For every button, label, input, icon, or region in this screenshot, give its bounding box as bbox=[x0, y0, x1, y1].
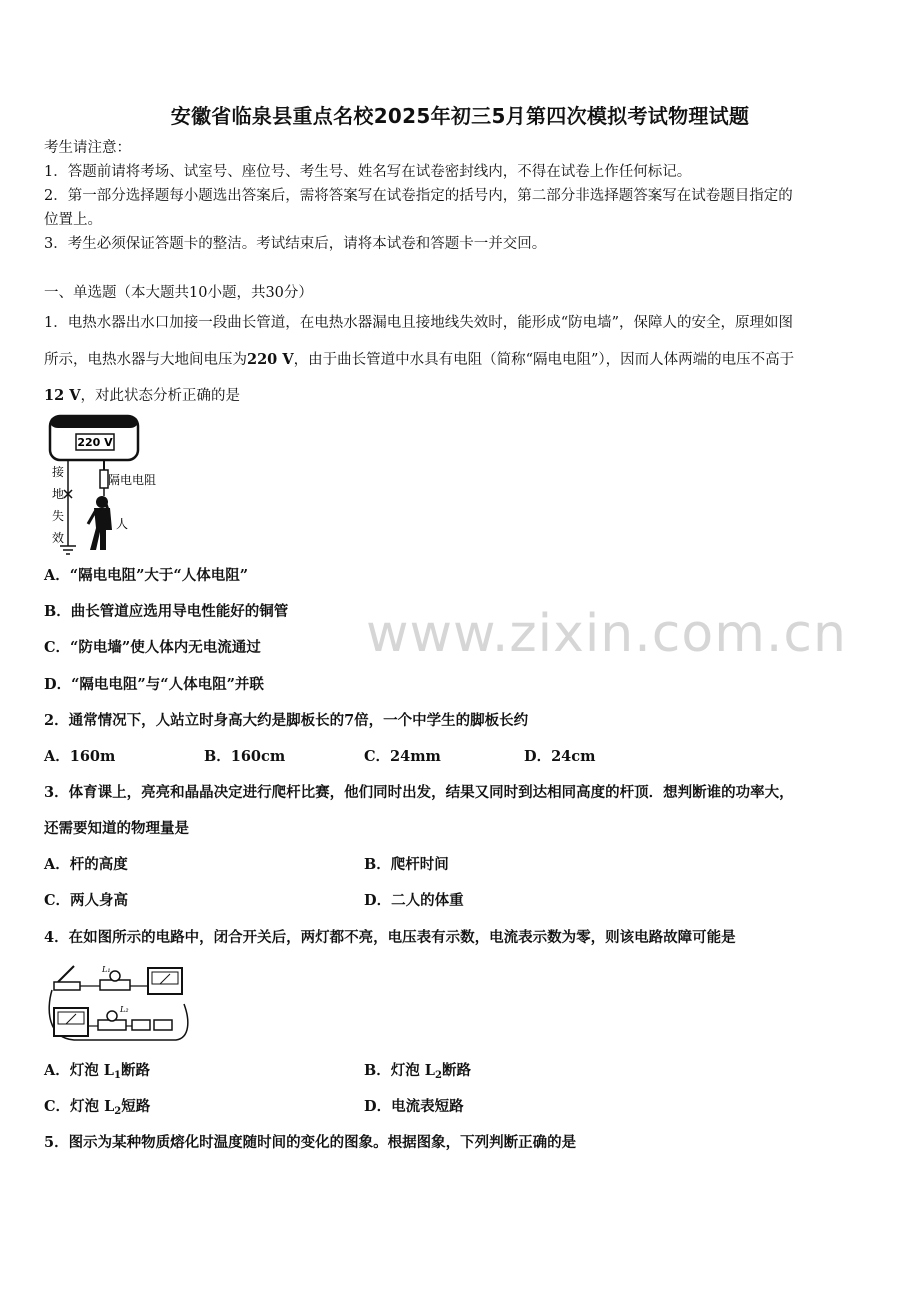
q4-option-a-suffix: 断路 bbox=[120, 1062, 150, 1079]
isolation-resistor bbox=[100, 470, 108, 488]
notice-heading: 考生请注意： bbox=[44, 140, 131, 156]
q3-option-c: C．两人身高 bbox=[44, 892, 129, 909]
q3-option-a: A．杆的高度 bbox=[44, 856, 128, 873]
notice-item-2: 2．第一部分选择题每小题选出答案后，需将答案写在试卷指定的括号内，第二部分非选择题答案写在试卷题目指定的 bbox=[44, 188, 793, 204]
battery-2 bbox=[154, 1020, 172, 1030]
battery-1 bbox=[132, 1020, 150, 1030]
lamp-l2-icon bbox=[107, 1011, 117, 1021]
ground-label-3: 失 bbox=[52, 509, 65, 523]
q3-option-d: D．二人的体重 bbox=[364, 892, 464, 909]
q2-stem: 2．通常情况下，人站立时身高大约是脚板长的7倍，一个中学生的脚板长约 bbox=[44, 712, 529, 729]
q1-water-heater-figure bbox=[40, 410, 180, 558]
voltmeter-dial bbox=[152, 972, 178, 984]
q4-option-b-suffix: 断路 bbox=[441, 1062, 471, 1079]
notice-item-3: 3．考生必须保证答题卡的整洁。考试结束后，请将本试卷和答题卡一并交回。 bbox=[44, 236, 547, 252]
q5-stem: 5．图示为某种物质熔化时温度随时间的变化的图象。根据图象，下列判断正确的是 bbox=[44, 1134, 577, 1151]
q4-option-b bbox=[364, 1061, 471, 1086]
q1-line-2 bbox=[44, 350, 794, 370]
watermark: www.zixin.com.cn bbox=[366, 604, 847, 664]
person-label: 人 bbox=[116, 517, 129, 531]
q1-voltage-12: 12 V bbox=[44, 387, 81, 404]
person-figure bbox=[88, 496, 112, 550]
ammeter-dial bbox=[58, 1012, 84, 1024]
q3-option-b: B．爬杆时间 bbox=[364, 856, 449, 873]
notice-item-1: 1．答题前请将考场、试室号、座位号、考生号、姓名写在试卷密封线内，不得在试卷上作任何标记。 bbox=[44, 164, 692, 180]
q1-line-3 bbox=[44, 386, 240, 406]
q4-circuit-figure bbox=[44, 960, 194, 1048]
water-heater-top bbox=[50, 416, 138, 428]
q1-line-1: 1．电热水器出水口加接一段曲长管道，在电热水器漏电且接地线失效时，能形成“防电墙”，保障人的安全，原理如图 bbox=[44, 315, 794, 331]
q4-option-a bbox=[44, 1061, 150, 1086]
q2-option-d: D．24cm bbox=[524, 748, 596, 765]
q1-option-d: D．“隔电电阻”与“人体电阻”并联 bbox=[44, 676, 264, 693]
q4-option-c-sub: 2 bbox=[114, 1106, 122, 1117]
q1-option-a: A．“隔电电阻”大于“人体电阻” bbox=[44, 567, 249, 584]
notice-item-2-cont: 位置上。 bbox=[44, 212, 102, 228]
q1-voltage-220: 220 V bbox=[247, 351, 294, 368]
page-title: 安徽省临泉县重点名校2025年初三5月第四次模拟考试物理试题 bbox=[170, 104, 750, 128]
q1-line-3-b: ，对此状态分析正确的是 bbox=[80, 388, 240, 404]
q4-option-a-prefix: A．灯泡 L bbox=[44, 1062, 114, 1079]
q3-line-2: 还需要知道的物理量是 bbox=[44, 820, 189, 837]
q4-option-b-sub: 2 bbox=[435, 1070, 442, 1081]
q4-stem: 4．在如图所示的电路中，闭合开关后，两灯都不亮，电压表有示数，电流表示数为零，则该电路故障可能是 bbox=[44, 929, 736, 946]
q4-option-c-suffix: 短路 bbox=[121, 1098, 151, 1115]
q4-option-d: D．电流表短路 bbox=[364, 1098, 464, 1115]
q3-line-1: 3．体育课上，亮亮和晶晶决定进行爬杆比赛，他们同时出发，结果又同时到达相同高度的杆顶．想判断谁的功率大， bbox=[44, 784, 794, 801]
switch bbox=[54, 982, 80, 990]
q4-option-b-prefix: B．灯泡 L bbox=[364, 1062, 435, 1079]
switch-lever bbox=[58, 966, 74, 982]
q1-line-2-a: 所示，电热水器与大地间电压为 bbox=[44, 352, 247, 368]
lamp-l1-icon bbox=[110, 971, 120, 981]
lamp-l1-label: L₁ bbox=[102, 965, 111, 974]
fig-voltage-label: 220 V bbox=[77, 436, 113, 449]
ground-label-4: 效 bbox=[52, 531, 65, 545]
q4-option-c bbox=[44, 1097, 150, 1122]
q4-option-c-prefix: C．灯泡 L bbox=[44, 1098, 115, 1115]
section-heading: 一、单选题（本大题共10小题，共30分） bbox=[44, 285, 313, 301]
lamp-l2-label: L₂ bbox=[120, 1005, 129, 1014]
q2-option-a: A．160m bbox=[44, 748, 116, 765]
q1-option-c: C．“防电墙”使人体内无电流通过 bbox=[44, 639, 261, 656]
q2-option-c: C．24mm bbox=[364, 748, 441, 765]
ground-label-2: 地 bbox=[52, 487, 65, 501]
ground-label-1: 接 bbox=[52, 465, 65, 479]
resistor-label: 隔电电阻 bbox=[108, 473, 157, 487]
q4-option-a-sub: 1 bbox=[114, 1070, 121, 1081]
q1-option-b: B．曲长管道应选用导电性能好的铜管 bbox=[44, 603, 289, 620]
q2-option-b: B．160cm bbox=[204, 748, 286, 765]
q1-line-2-b: ，由于曲长管道中水具有电阻（简称“隔电电阻”），因而人体两端的电压不高于 bbox=[293, 352, 795, 368]
